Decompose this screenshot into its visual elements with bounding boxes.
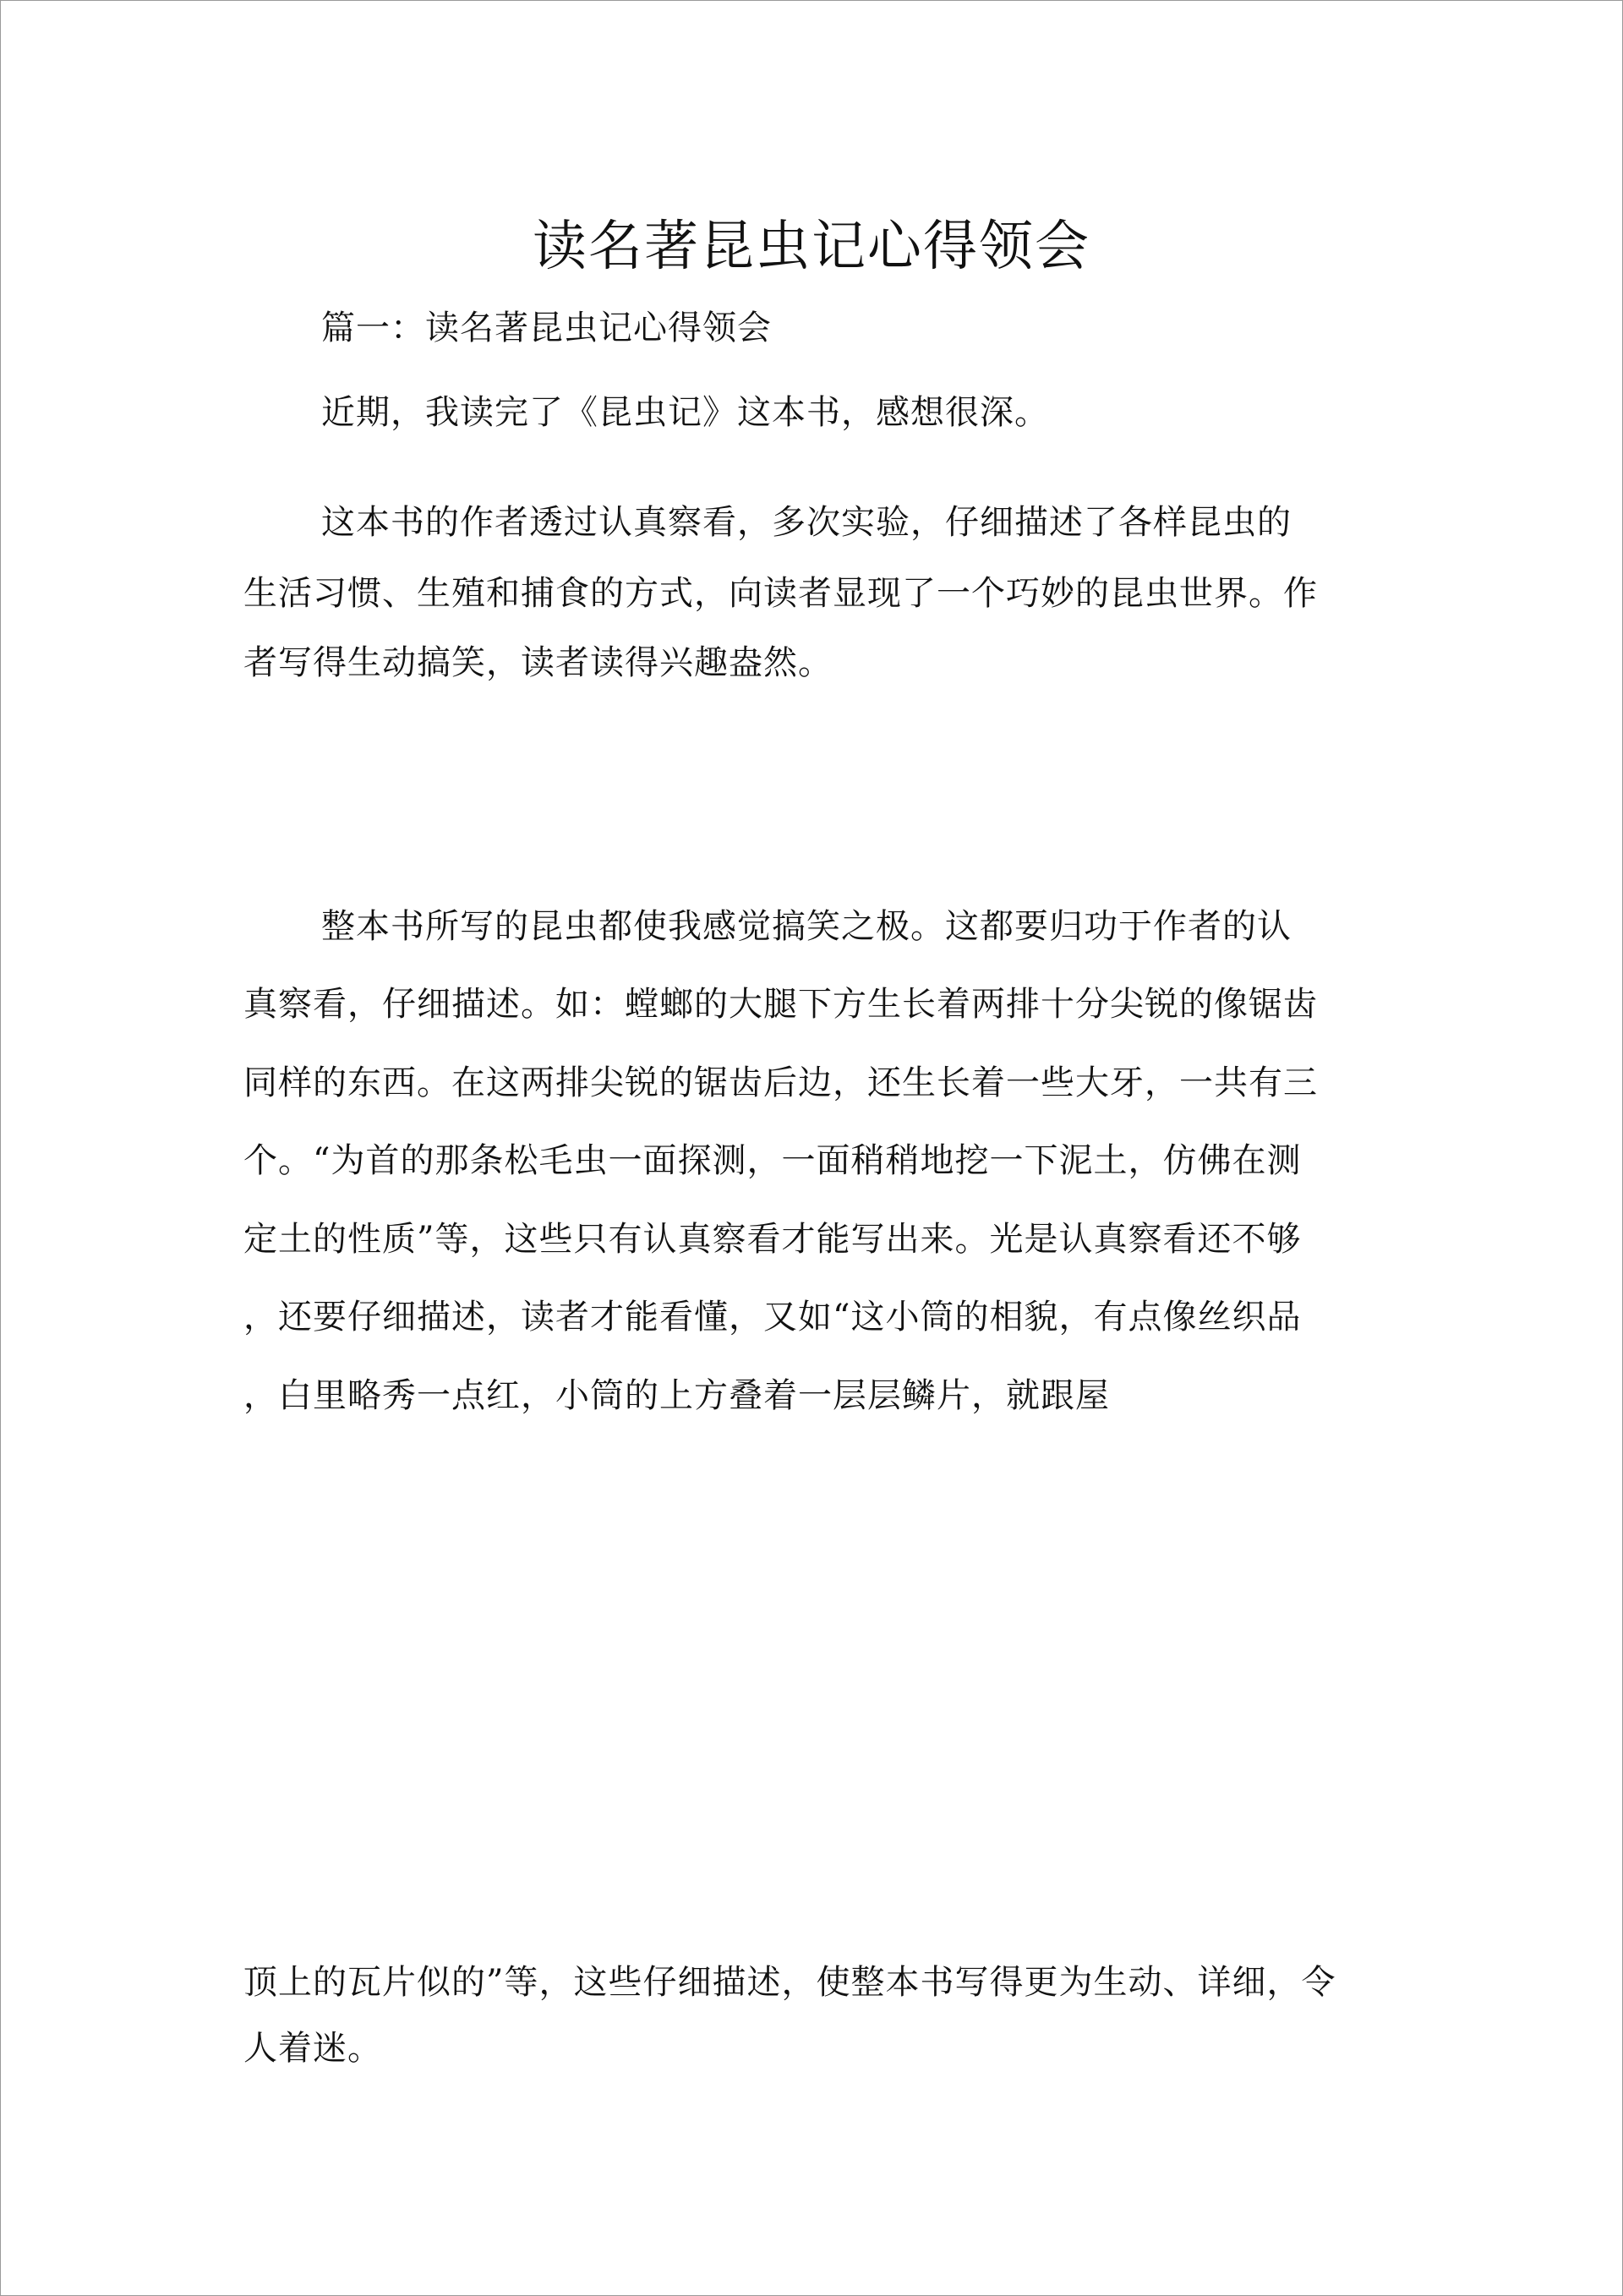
section-heading: 篇一：读名著昆虫记心得领会	[321, 309, 772, 347]
paragraph-line: 个。“为首的那条松毛虫一面探测，一面稍稍地挖一下泥土，仿佛在测	[243, 1141, 1302, 1180]
paragraph-line: 同样的东西。在这两排尖锐的锯齿后边，还生长着一些大牙，一共有三	[243, 1063, 1318, 1102]
paragraph-line: 整本书所写的昆虫都使我感觉搞笑之极。这都要归功于作者的认	[321, 907, 1292, 946]
paragraph-line: 真察看，仔细描述。如：螳螂的大腿下方生长着两排十分尖锐的像锯齿	[243, 985, 1318, 1024]
paragraph-line: 顶上的瓦片似的”等，这些仔细描述，使整本书写得更为生动、详细，令	[243, 1963, 1336, 2002]
paragraph-line: 生活习惯、生殖和捕食的方式，向读者显现了一个巧妙的昆虫世界。作	[243, 574, 1318, 613]
paragraph-line: 者写得生动搞笑，读者读得兴趣盎然。	[243, 643, 833, 682]
paragraph-line: ，还要仔细描述，读者才能看懂，又如“这小筒的相貌，有点像丝织品	[243, 1298, 1302, 1337]
paragraph-line: 人着迷。	[243, 2029, 382, 2068]
paragraph-line: 这本书的作者透过认真察看，多次实验，仔细描述了各样昆虫的	[321, 503, 1292, 542]
paragraph-line: 定土的性质”等，这些只有认真察看才能写出来。光是认真察看还不够	[243, 1220, 1302, 1259]
paragraph-line: 近期，我读完了《昆虫记》这本书，感想很深。	[321, 393, 1049, 432]
paragraph-line: ，白里略秀一点红，小筒的上方叠着一层层鳞片，就跟屋	[243, 1376, 1110, 1415]
document-title: 读名著昆虫记心得领会	[533, 216, 1090, 278]
